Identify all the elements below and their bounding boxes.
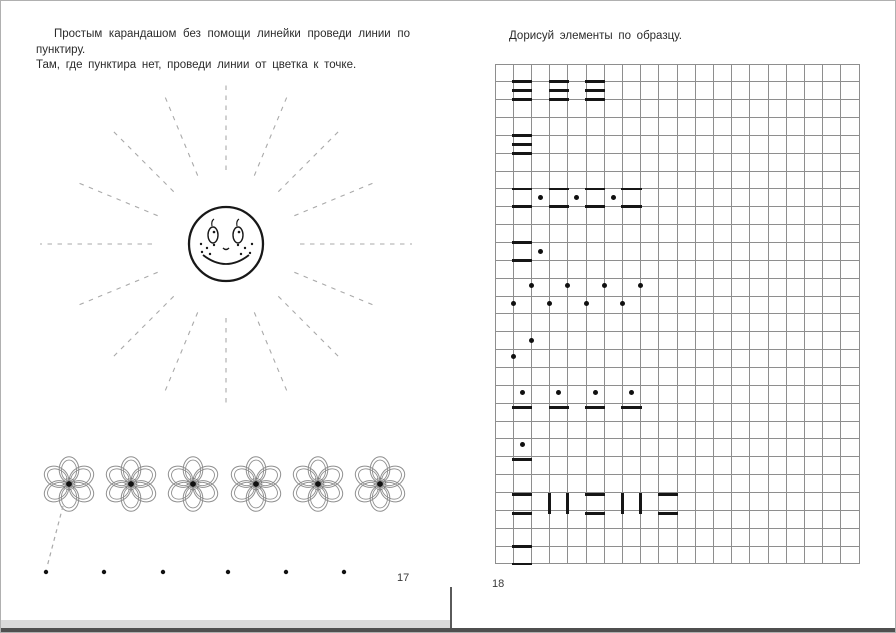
sample-dot xyxy=(511,354,516,359)
target-dot xyxy=(102,570,106,574)
flower xyxy=(102,457,159,512)
sun-ray xyxy=(278,296,340,358)
grid-horizontal-line xyxy=(495,153,859,154)
grid-horizontal-line xyxy=(495,528,859,529)
sample-stroke-horizontal xyxy=(512,89,532,92)
sun-ray xyxy=(164,94,198,175)
sun-ray xyxy=(76,182,157,216)
sun-ray xyxy=(254,94,288,175)
grid-horizontal-line xyxy=(495,474,859,475)
sun-ray xyxy=(278,129,340,191)
sample-stroke-horizontal xyxy=(585,406,605,409)
worksheet-grid xyxy=(495,64,859,564)
grid-horizontal-line xyxy=(495,135,859,136)
sample-dot xyxy=(520,442,525,447)
flower-center-dot xyxy=(253,481,259,487)
sample-stroke-horizontal xyxy=(621,406,641,409)
sample-dot xyxy=(565,283,570,288)
sample-stroke-horizontal xyxy=(585,512,605,515)
sample-stroke-horizontal xyxy=(512,241,532,244)
sun-face xyxy=(189,207,263,281)
book-spine-line xyxy=(450,587,452,629)
sample-stroke-horizontal xyxy=(549,80,569,83)
sample-stroke-horizontal xyxy=(512,98,532,101)
flower-row xyxy=(40,457,408,512)
sample-dot xyxy=(547,301,552,306)
sample-stroke-horizontal xyxy=(585,80,605,83)
flower xyxy=(289,457,346,512)
grid-horizontal-line xyxy=(495,563,859,564)
sample-dot xyxy=(574,195,579,200)
sample-stroke-horizontal xyxy=(658,493,678,496)
grid-horizontal-line xyxy=(495,117,859,118)
sample-stroke-horizontal xyxy=(585,89,605,92)
grid-horizontal-line xyxy=(495,242,859,243)
sun-ray xyxy=(76,272,157,306)
grid-horizontal-line xyxy=(495,456,859,457)
grid-horizontal-line xyxy=(495,349,859,350)
sun-ray xyxy=(111,296,173,358)
sample-stroke-horizontal xyxy=(512,458,532,461)
grid-horizontal-line xyxy=(495,385,859,386)
sample-stroke-horizontal xyxy=(512,545,532,548)
flower-center-dot xyxy=(190,481,196,487)
sample-dot xyxy=(629,390,634,395)
grid-horizontal-line xyxy=(495,224,859,225)
sample-stroke-horizontal xyxy=(549,188,569,191)
sample-stroke-horizontal xyxy=(585,98,605,101)
sample-dot xyxy=(602,283,607,288)
grid-horizontal-line xyxy=(495,296,859,297)
grid-horizontal-line xyxy=(495,403,859,404)
target-dot xyxy=(284,570,288,574)
grid-horizontal-line xyxy=(495,278,859,279)
flower xyxy=(227,457,284,512)
sample-stroke-horizontal xyxy=(585,205,605,208)
sample-stroke-horizontal xyxy=(512,493,532,496)
target-dots-row xyxy=(44,570,346,574)
sample-dot xyxy=(556,390,561,395)
sample-stroke-horizontal xyxy=(512,512,532,515)
sample-stroke-horizontal xyxy=(549,98,569,101)
sample-dot xyxy=(520,390,525,395)
sample-stroke-horizontal xyxy=(512,152,532,155)
sample-dot xyxy=(511,301,516,306)
sample-stroke-horizontal xyxy=(512,143,532,146)
sample-stroke-horizontal xyxy=(512,563,532,566)
sample-stroke-vertical xyxy=(566,493,569,514)
flower xyxy=(40,457,97,512)
sample-dot xyxy=(611,195,616,200)
sun-ray xyxy=(164,312,198,393)
sample-dot xyxy=(529,338,534,343)
sample-stroke-horizontal xyxy=(512,205,532,208)
sample-stroke-horizontal xyxy=(512,406,532,409)
grid-horizontal-line xyxy=(495,546,859,547)
target-dot xyxy=(44,570,48,574)
target-dot xyxy=(161,570,165,574)
sample-stroke-horizontal xyxy=(621,188,641,191)
flower xyxy=(351,457,408,512)
sample-stroke-horizontal xyxy=(585,493,605,496)
page-edge-shadow xyxy=(1,620,450,628)
flower-center-dot xyxy=(128,481,134,487)
sun-ray xyxy=(111,129,173,191)
flower-center-dot xyxy=(377,481,383,487)
sample-stroke-vertical xyxy=(621,493,624,514)
sample-stroke-horizontal xyxy=(512,80,532,83)
sample-dot xyxy=(584,301,589,306)
sample-dot xyxy=(638,283,643,288)
grid-horizontal-line xyxy=(495,438,859,439)
sample-stroke-horizontal xyxy=(658,512,678,515)
flower-center-dot xyxy=(315,481,321,487)
flower-guide-dashed-line xyxy=(47,506,63,567)
target-dot xyxy=(226,570,230,574)
sample-stroke-horizontal xyxy=(512,134,532,137)
instruction-line-1: Простым карандашом без помощи линейки проведи линии по пунктиру. xyxy=(36,28,410,56)
sun-left-pupil xyxy=(213,231,216,234)
sample-stroke-vertical xyxy=(639,493,642,514)
instruction-line-2: Там, где пунктира нет, проведи линии от цветка к точке. xyxy=(36,59,357,71)
grid-horizontal-line xyxy=(495,64,859,65)
sample-stroke-horizontal xyxy=(512,188,532,191)
book-bottom-edge xyxy=(1,628,895,633)
sample-stroke-horizontal xyxy=(512,259,532,262)
grid-horizontal-line xyxy=(495,260,859,261)
sun-ray xyxy=(294,272,375,306)
left-page-number: 17 xyxy=(397,572,410,584)
grid-horizontal-line xyxy=(495,421,859,422)
sun-right-pupil xyxy=(238,231,241,234)
sample-stroke-horizontal xyxy=(549,406,569,409)
right-page-number: 18 xyxy=(492,578,505,590)
right-page-header: Дорисуй элементы по образцу. xyxy=(509,30,682,42)
grid-horizontal-line xyxy=(495,367,859,368)
sun-ray xyxy=(254,312,288,393)
left-page-illustration xyxy=(1,1,461,621)
sun-ray xyxy=(294,182,375,216)
sample-dot xyxy=(538,249,543,254)
sample-dot xyxy=(620,301,625,306)
target-dot xyxy=(342,570,346,574)
grid-horizontal-line xyxy=(495,313,859,314)
sample-dot xyxy=(538,195,543,200)
sample-dot xyxy=(529,283,534,288)
sample-stroke-horizontal xyxy=(549,89,569,92)
flower-center-dot xyxy=(66,481,72,487)
grid-horizontal-line xyxy=(495,171,859,172)
flower xyxy=(164,457,221,512)
sample-stroke-vertical xyxy=(548,493,551,514)
grid-horizontal-line xyxy=(495,331,859,332)
sample-dot xyxy=(593,390,598,395)
sample-stroke-horizontal xyxy=(549,205,569,208)
sample-stroke-horizontal xyxy=(621,205,641,208)
sample-stroke-horizontal xyxy=(585,188,605,191)
